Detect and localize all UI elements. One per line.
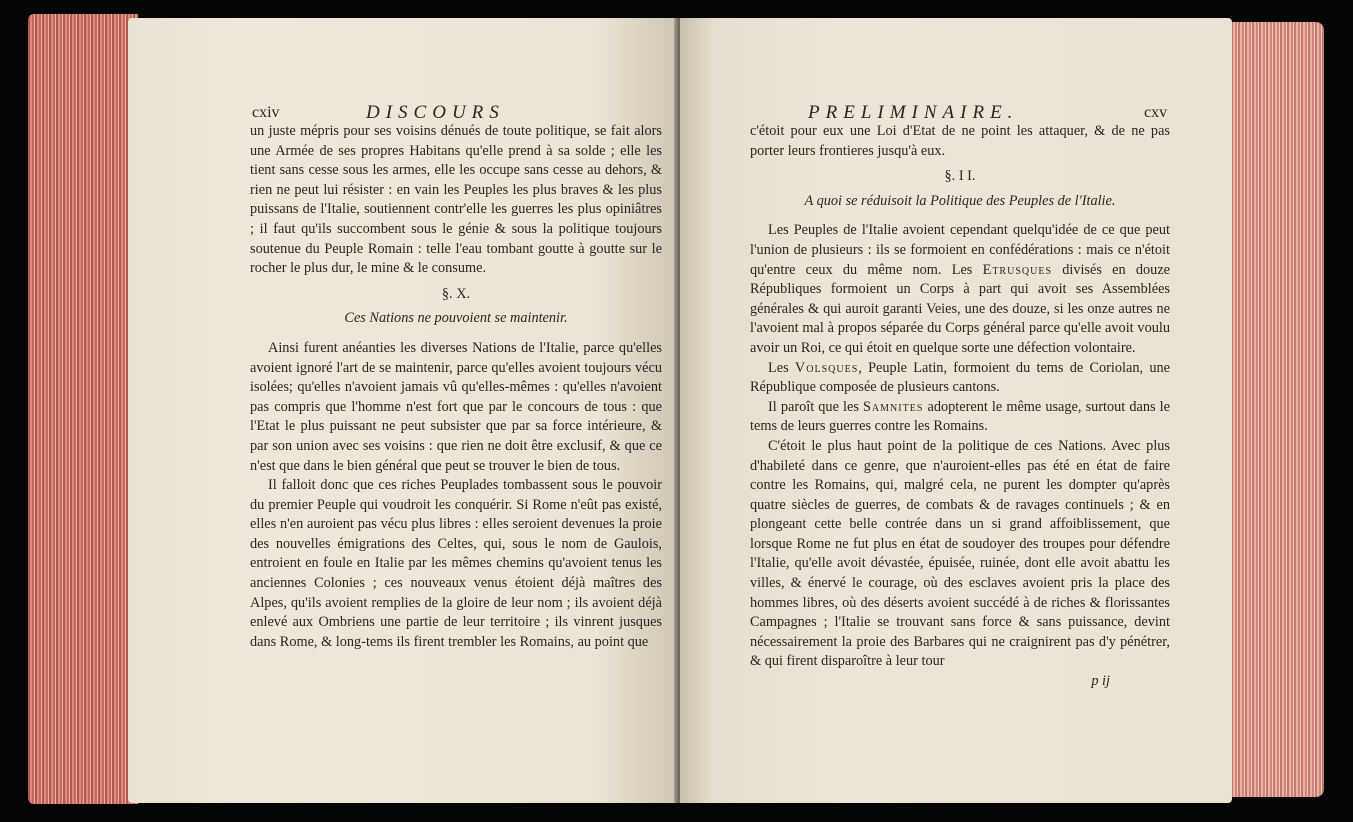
small-caps-name: Etrusques	[982, 261, 1053, 278]
left-page-text	[250, 122, 662, 652]
paragraph: Ainsi furent anéanties les diverses Nations de l'Italie, parce qu'elles avoient ignoré l'art de se maintenir, parce qu'elles avoient toujours vécu isolées; qu'elles n'avoient jamais vû qu'elles-mêmes : qu'elles n'avoient pas compris que l'homme n'est fort que par le concours de tous : que l'Etat le plus puissant ne peut subsister que par sa force intérieure, & par son union avec ses voisins : que rien ne doit être exclusif, & que ce n'est que dans le bien général que peut se trouver le bien de tous.	[250, 339, 662, 474]
right-page	[680, 18, 1232, 803]
open-book	[28, 8, 1328, 813]
left-page-edges	[28, 14, 138, 804]
paragraph-continued: c'étoit pour eux une Loi d'Etat de ne point les attaquer, & de ne pas porter leurs frontieres jusqu'à eux.	[750, 123, 1170, 159]
right-page-number: cxv	[1144, 104, 1168, 121]
left-page-number: cxiv	[252, 104, 280, 121]
paragraph: Il paroît que les Samnites adopterent le même usage, surtout dans le tems de leurs guerres contre les Romains.	[750, 398, 1170, 435]
left-running-title: DISCOURS	[366, 102, 505, 123]
section-heading: §. I I.	[944, 168, 976, 185]
right-page-edges	[1226, 22, 1324, 797]
signature-mark: p ij	[1091, 673, 1110, 690]
paragraph: C'étoit le plus haut point de la politique de ces Nations. Avec plus d'habileté dans ce genre, que n'auroient-elles pas été en état de faire contre les Romains, qui, malgré cela, ne purent les dompter qu'après quatre siècles de guerres, de combats & de ravages continuels ; & en plongeant cette belle contrée dans un si grand affoiblissement, que lorsque Rome ne fut plus en état de soudoyer des troupes pour défendre l'Italie, qu'elle avoit dévastée, épuisée, ruinée, dont elle avoit abattu les villes, & énervé le courage, où des esclaves avoient pris la place des hommes libres, où des déserts avoient succédé à de riches & florissantes Campagnes ; l'Italie se trouvant sans force & sans puissance, devint nécessairement la proie des Barbares qui ne craignirent pas d'y pénétrer, & qui firent disparoître à leur tour	[750, 437, 1170, 670]
small-caps-name: Volsques	[794, 359, 859, 376]
right-running-title: PRELIMINAIRE.	[808, 102, 1019, 123]
right-page-text	[750, 122, 1170, 692]
paragraph: Les Peuples de l'Italie avoient cependant quelqu'idée de ce que peut l'union de plusieurs : ils se formoient en confédérations : mais ce n'étoit qu'entre ceux du même nom. Les Etrusques divisés en douze Républiques formoient un Corps à part qui avoit ses Assemblées générales & qui auroit garanti Veies, une des douze, si les onze autres ne l'avoient mal à propos séparée du Corps général parce qu'elle avoit voulu avoir un Roi, ce qui étoit en quelque sorte une défection volontaire.	[750, 222, 1171, 356]
paragraph: Les Volsques, Peuple Latin, formoient du tems de Coriolan, une République composée de plusieurs cantons.	[750, 359, 1170, 396]
left-page	[128, 18, 678, 803]
section-heading: §. X.	[441, 285, 471, 302]
paragraph-continued: un juste mépris pour ses voisins dénués de toute politique, se fait alors une Armée de ses propres Habitans qu'elle prend à sa solde ; elle les tient sans cesse sous les armes, elle les occupe sans cesse au dehors, & rien ne peut lui résister : en vain les Peuples les plus braves & les plus puissans de l'Italie, soutiennent contr'elle les guerres les plus opiniâtres ; il faut qu'ils succombent sous le génie & sous la politique toujours soutenue du Peuple Romain : telle l'eau tombant goutte à goutte sur le rocher le plus dur, le mine & le consume.	[250, 123, 662, 277]
small-caps-name: Samnites	[862, 398, 924, 415]
section-subtitle: Ces Nations ne pouvoient se maintenir.	[344, 310, 568, 327]
section-subtitle: A quoi se réduisoit la Politique des Peuples de l'Italie.	[804, 192, 1116, 209]
paragraph: Il falloit donc que ces riches Peuplades tombassent sous le pouvoir du premier Peuple qui voudroit les conquérir. Si Rome n'eût pas existé, elles n'en auroient pas vécu plus libres : elles seroient devenues la proie des nouvelles émigrations des Celtes, qui, sous le nom de Gaulois, entroient en foule en Italie par les mêmes chemins qu'avoient tenus les anciennes Colonies ; ces nouveaux venus étoient déjà maîtres des Alpes, qu'ils avoient remplies de la gloire de leur nom ; ils avoient déjà enlevé aux Ombriens une partie de leur territoire ; ils vinrent jusques dans Rome, & long-tems ils firent trembler les Romains, au point que	[250, 477, 662, 650]
